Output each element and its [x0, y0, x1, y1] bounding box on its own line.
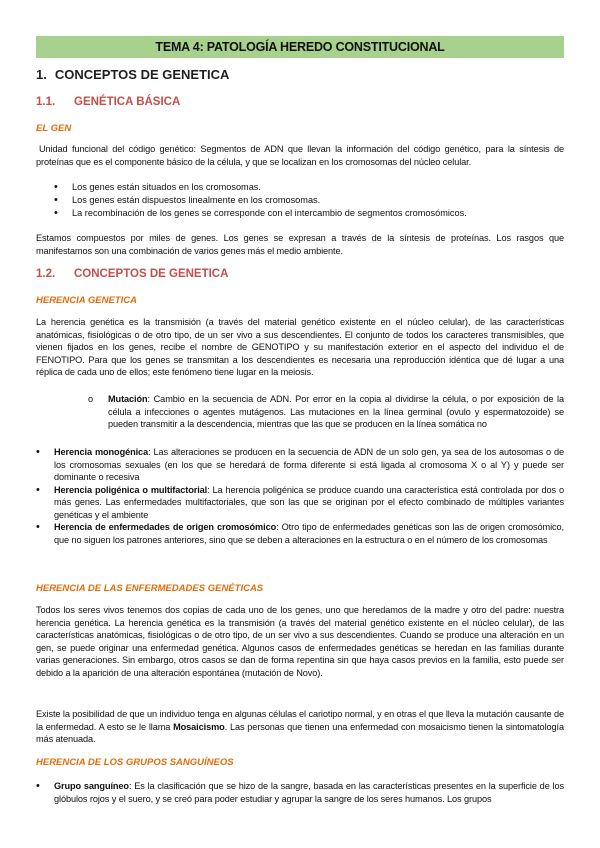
genes-paragraph: Estamos compuestos por miles de genes. Los genes se expresan a través de la síntesis de proteínas. Los rasgos que manifestamos son una combinación de varios genes más el medio ambiente.	[36, 233, 564, 256]
subsection-title: CONCEPTOS DE GENETICA	[74, 268, 229, 280]
herencia-paragraph: La herencia genética es la transmisión (a través del material genético existente en el núcleo celular), de las características anatómicas, fisiológicas o de otro tipo, de un ser vivo a sus descendientes. El conjunto de todos los caracteres transmisibles, que vienen fijados en los genes, recibe el nombre de GENOTIPO y su manifestación exterior en el aspecto del individuo el de FENOTIPO. Para que los genes se transmitan a los descendientes es necesaria una reproducción idéntica que dé lugar a una réplica de cada uno de ellos; este fenómeno tiene lugar en la meiosis.	[36, 317, 564, 377]
grupos-list	[36, 780, 564, 805]
section-title: CONCEPTOS DE GENETICA	[54, 67, 230, 82]
bullet-icon: •	[36, 780, 40, 792]
list-item	[36, 780, 564, 805]
item-text: : La herencia poligénica se produce cuando una característica está controlada por dos o más genes. Las enfermedades multifactoriales, que son las que se originan por el efecto combinado de múltiples variantes genéticas y el ambiente	[54, 484, 565, 520]
list-item: • La recombinación de los genes se corresponde con el intercambio de segmentos cromosómicos.	[36, 207, 564, 220]
heading-el-gen: EL GEN	[36, 123, 72, 134]
gen-paragraph: Unidad funcional del código genético: Segmentos de ADN que llevan la información del código genético, para la síntesis de proteínas que es el componente básico de la célula, y que se localizan en los cromosomas del núcleo celular.	[36, 144, 564, 167]
mosaicismo-text-b: . Las personas que tienen una enfermedad con mosaicismo tienen la sintomatología más atenuada.	[36, 721, 564, 744]
item-term: Herencia monogénica	[54, 447, 149, 457]
mosaicismo-paragraph	[36, 708, 564, 746]
subsection-title: GENÉTICA BÁSICA	[74, 96, 181, 108]
subsection-heading-1-1	[36, 96, 180, 108]
list-item: • Los genes están situados en los cromosomas.	[36, 181, 564, 194]
mutacion-item	[88, 393, 564, 431]
item-text: : Las alteraciones se producen en la secuencia de ADN de un solo gen, ya sea de los autosomas o de los cromosomas sexuales (en los que se heredará de forma diferente si está ligada al cromosoma X o al Y) y puede ser dominante o recesiva	[54, 447, 564, 482]
item-term: Herencia de enfermedades de origen cromosómico	[54, 522, 277, 532]
list-item: • Los genes están dispuestos linealmente en los cromosomas.	[36, 194, 564, 207]
item-term: Grupo sanguíneo	[54, 781, 129, 791]
bullet-icon: •	[36, 521, 40, 533]
heading-grupos-sanguineos: HERENCIA DE LOS GRUPOS SANGUÍNEOS	[36, 757, 234, 768]
subsection-heading-1-2	[36, 268, 228, 280]
bullet-icon: •	[36, 483, 40, 496]
mosaicismo-text-a: Existe la posibilidad de que un individuo tenga en algunas células el cariotipo normal, y en otras el que lleva la mutación causante de la enfermedad. A esto se le llama	[36, 709, 564, 732]
mutacion-term: Mutación	[108, 394, 148, 404]
sub-bullet-marker: o	[88, 394, 94, 404]
heading-herencia-enfermedades: HERENCIA DE LAS ENFERMEDADES GENÉTICAS	[36, 583, 264, 594]
bullet-icon: •	[36, 446, 40, 458]
heading-herencia-genetica: HERENCIA GENETICA	[36, 295, 137, 306]
mosaicismo-term: Mosaicismo	[173, 721, 225, 732]
section-number: 1.	[36, 67, 47, 82]
mutacion-text: : Cambio en la secuencia de ADN. Por error en la copia al dividirse la célula, o por exposición de la célula a infecciones o agentes mutágenos. Las mutaciones en la línea germinal (ovulo y espermatozoide) se pueden transmitir a la descendencia, mientras que las que se producen en la línea somática no	[108, 394, 564, 429]
subsection-number: 1.2.	[36, 268, 56, 280]
enfermedades-paragraph: Todos los seres vivos tenemos dos copias de cada uno de los genes, uno que heredamos de la madre y otro del padre: nuestra herencia genética. La herencia genética es la transmisión (a través del material genético existente en el núcleo celular), de las características anatómicas, fisiológicas o de otro tipo, de un ser vivo a sus descendientes. Cuando se produce una alteración en un gen, se puede originar una enfermedad genética. Algunos casos de enfermedades genéticas se heredan en las familias durante varias generaciones. Sin embargo, otros casos se dan de forma repentina sin que haya casos previos en la familia, esto puede ser debido a la aparición de una alteración espontánea (mutación de Novo).	[36, 605, 564, 678]
item-text: : Es la clasificación que se hizo de la sangre, basada en las características presentes en la superficie de los glóbulos rojos y el suero, y se creó para poder estudiar y agrupar la sangre de los seres humanos. Los grupos	[54, 781, 564, 804]
list-item	[36, 446, 564, 484]
section-heading-1	[36, 67, 229, 82]
list-item	[36, 521, 564, 546]
gen-bullet-list	[36, 181, 564, 220]
item-term: Herencia poligénica o multifactorial	[54, 484, 208, 495]
herencia-types-list	[36, 446, 564, 546]
page-title: TEMA 4: PATOLOGÍA HEREDO CONSTITUCIONAL	[36, 36, 564, 58]
subsection-number: 1.1.	[36, 96, 56, 108]
list-item	[36, 484, 564, 522]
item-text: : Otro tipo de enfermedades genéticas son las de origen cromosómico, que no siguen los patrones anteriores, sino que se deben a alteraciones en la estructura o en el número de los cromosomas	[54, 522, 564, 545]
